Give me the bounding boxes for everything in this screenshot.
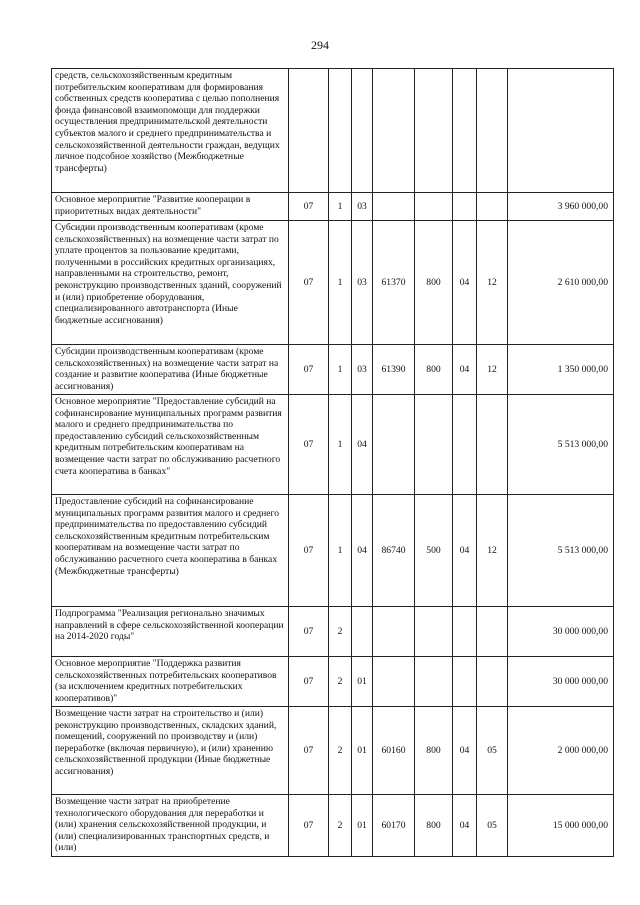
cell-expense-type (415, 657, 453, 707)
cell-subsection (477, 69, 508, 193)
cell-measure-code: 03 (352, 193, 373, 221)
cell-ministry-code: 07 (289, 345, 329, 395)
cell-amount: 5 513 000,00 (508, 495, 614, 607)
table-row (52, 657, 614, 707)
cell-section (453, 657, 477, 707)
cell-measure-code: 04 (352, 495, 373, 607)
cell-subsection: 05 (477, 795, 508, 857)
cell-program-code: 1 (329, 395, 352, 495)
table-row (52, 221, 614, 345)
cell-section: 04 (453, 345, 477, 395)
cell-section: 04 (453, 707, 477, 795)
cell-measure-code: 01 (352, 657, 373, 707)
cell-measure-code: 04 (352, 395, 373, 495)
cell-subsection: 05 (477, 707, 508, 795)
cell-expense-type (415, 69, 453, 193)
cell-direction-code: 61390 (373, 345, 415, 395)
cell-program-code: 2 (329, 607, 352, 657)
cell-amount: 2 000 000,00 (508, 707, 614, 795)
cell-ministry-code: 07 (289, 795, 329, 857)
page-number: 294 (311, 38, 329, 52)
cell-measure-code (352, 69, 373, 193)
cell-subsection: 12 (477, 495, 508, 607)
cell-ministry-code: 07 (289, 607, 329, 657)
cell-program-code: 1 (329, 221, 352, 345)
cell-direction-code (373, 193, 415, 221)
cell-expense-type (415, 395, 453, 495)
table-row (52, 395, 614, 495)
cell-program-code: 1 (329, 345, 352, 395)
table-row (52, 795, 614, 857)
budget-table (51, 68, 614, 857)
cell-section: 04 (453, 795, 477, 857)
cell-amount: 30 000 000,00 (508, 607, 614, 657)
cell-amount: 1 350 000,00 (508, 345, 614, 395)
cell-program-code: 2 (329, 657, 352, 707)
row-description: Возмещение части затрат на приобретение технологического оборудования для переработки и (или) хранения сельскохозяйственной продукции, и (или) специализированных транспортных средств, и (или) (52, 795, 289, 857)
cell-direction-code: 60160 (373, 707, 415, 795)
table-row (52, 607, 614, 657)
cell-program-code: 2 (329, 707, 352, 795)
cell-measure-code: 03 (352, 221, 373, 345)
cell-direction-code (373, 395, 415, 495)
cell-program-code: 1 (329, 495, 352, 607)
cell-ministry-code: 07 (289, 495, 329, 607)
cell-amount: 30 000 000,00 (508, 657, 614, 707)
cell-ministry-code (289, 69, 329, 193)
cell-subsection: 12 (477, 221, 508, 345)
row-description: Основное мероприятие "Поддержка развития сельскохозяйственных потребительских кооперативов (за исключением кредитных потребительских кооперативов)" (52, 657, 289, 707)
cell-section (453, 193, 477, 221)
cell-program-code: 2 (329, 795, 352, 857)
cell-expense-type (415, 607, 453, 657)
cell-expense-type: 800 (415, 345, 453, 395)
cell-direction-code (373, 607, 415, 657)
cell-subsection (477, 193, 508, 221)
row-description: Предоставление субсидий на софинансирование муниципальных программ развития малого и среднего предпринимательства по предоставлению субсидий сельскохозяйственным кредитным потребительским кооперативам на возмещение части затрат по обслуживанию расчетного счета кооператива в банках (Межбюджетные трансферты) (52, 495, 289, 607)
cell-amount: 15 000 000,00 (508, 795, 614, 857)
cell-measure-code: 03 (352, 345, 373, 395)
cell-ministry-code: 07 (289, 395, 329, 495)
cell-direction-code (373, 657, 415, 707)
cell-measure-code: 01 (352, 795, 373, 857)
cell-section (453, 69, 477, 193)
cell-subsection (477, 395, 508, 495)
row-description: средств, сельскохозяйственным кредитным потребительским кооперативам для формирования собственных средств кооператива с целью пополнения фонда финансовой взаимопомощи для поддержки осуществления предпринимательской деятельности субъектов малого и среднего предпринимательства и сельскохозяйственной деятельности граждан, ведущих личное подсобное хозяйство (Межбюджетные трансферты) (52, 69, 289, 193)
cell-measure-code: 01 (352, 707, 373, 795)
cell-expense-type: 500 (415, 495, 453, 607)
cell-direction-code: 60170 (373, 795, 415, 857)
row-description: Субсидии производственным кооперативам (кроме сельскохозяйственных) на возмещение части затрат по уплате процентов за пользование кредитами, полученными в российских кредитных организациях, направленными на строительство, ремонт, реконструкцию производственных зданий, сооружений и (или) приобретение оборудования, специализированного автотранспорта (Иные бюджетные ассигнования) (52, 221, 289, 345)
table-row (52, 707, 614, 795)
table-row (52, 495, 614, 607)
cell-expense-type: 800 (415, 795, 453, 857)
cell-amount (508, 69, 614, 193)
table-row (52, 69, 614, 193)
cell-expense-type: 800 (415, 707, 453, 795)
row-description: Возмещение части затрат на строительство и (или) реконструкцию производственных, складских зданий, помещений, сооружений по производству и (или) переработке (включая первичную), и (или) хранению сельскохозяйственной продукции (Иные бюджетные ассигнования) (52, 707, 289, 795)
row-description: Основное мероприятие "Развитие кооперации в приоритетных видах деятельности" (52, 193, 289, 221)
table-row (52, 345, 614, 395)
row-description: Субсидии производственным кооперативам (кроме сельскохозяйственных) на возмещение части затрат на создание и развитие кооператива (Иные бюджетные ассигнования) (52, 345, 289, 395)
cell-expense-type: 800 (415, 221, 453, 345)
cell-subsection: 12 (477, 345, 508, 395)
cell-section (453, 395, 477, 495)
table-row (52, 193, 614, 221)
cell-amount: 5 513 000,00 (508, 395, 614, 495)
cell-program-code: 1 (329, 193, 352, 221)
cell-amount: 2 610 000,00 (508, 221, 614, 345)
cell-expense-type (415, 193, 453, 221)
cell-ministry-code: 07 (289, 193, 329, 221)
cell-subsection (477, 607, 508, 657)
cell-ministry-code: 07 (289, 221, 329, 345)
cell-direction-code: 61370 (373, 221, 415, 345)
row-description: Основное мероприятие "Предоставление субсидий на софинансирование муниципальных программ развития малого и среднего предпринимательства по предоставлению субсидий сельскохозяйственным кредитным потребительским кооперативам на возмещение части затрат по обслуживанию расчетного счета кооператива в банках" (52, 395, 289, 495)
cell-section (453, 607, 477, 657)
cell-section: 04 (453, 495, 477, 607)
cell-direction-code (373, 69, 415, 193)
cell-direction-code: 86740 (373, 495, 415, 607)
cell-amount: 3 960 000,00 (508, 193, 614, 221)
cell-ministry-code: 07 (289, 707, 329, 795)
cell-ministry-code: 07 (289, 657, 329, 707)
cell-measure-code (352, 607, 373, 657)
cell-subsection (477, 657, 508, 707)
cell-section: 04 (453, 221, 477, 345)
row-description: Подпрограмма "Реализация регионально значимых направлений в сфере сельскохозяйственной кооперации на 2014-2020 годы" (52, 607, 289, 657)
cell-program-code (329, 69, 352, 193)
